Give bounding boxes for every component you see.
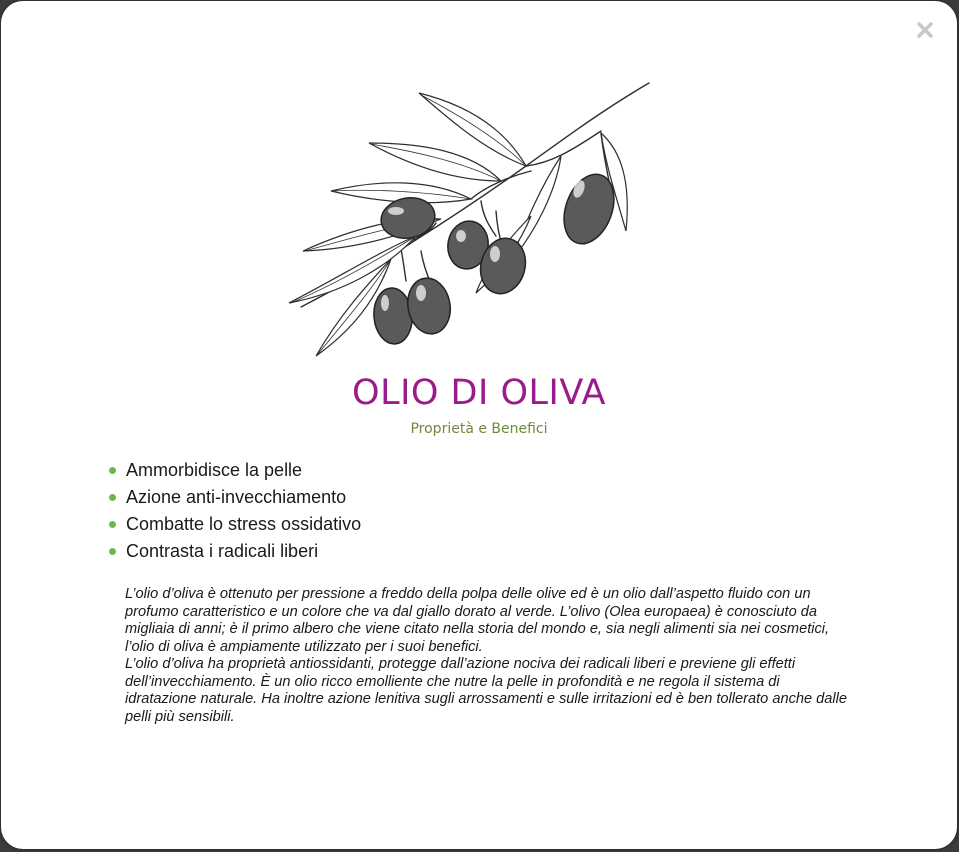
product-description	[125, 586, 855, 726]
close-button[interactable]	[914, 19, 936, 41]
bullet-dot	[109, 494, 116, 501]
bullet-dot	[109, 521, 116, 528]
close-icon[interactable]	[917, 22, 933, 38]
list-item	[109, 538, 361, 565]
product-subtitle: Proprietà e Benefici	[410, 421, 548, 437]
benefit-text: Azione anti-invecchiamento	[126, 487, 347, 507]
bullet-dot	[109, 548, 116, 555]
olive-branch-illustration	[271, 71, 671, 381]
benefits-list	[109, 457, 361, 565]
bullet-dot	[109, 467, 116, 474]
benefit-text: Combatte lo stress ossidativo	[126, 514, 362, 534]
benefit-text: Ammorbidisce la pelle	[126, 460, 303, 480]
list-item	[109, 457, 361, 484]
product-info-modal	[1, 1, 957, 849]
product-title: OLIO DI OLIVA	[352, 373, 606, 413]
benefit-text: Contrasta i radicali liberi	[126, 541, 319, 561]
description-paragraph: L’olio d’oliva ha proprietà antiossidanti, protegge dall’azione nociva dei radicali liberi e previene gli effetti dell’invecchiamento. È un olio ricco emolliente che nutre la pelle in profondità e ne regola il sistema di idratazione naturale. Ha inoltre azione lenitiva sugli arrossamenti e sulle irritazioni ed è ben tollerato anche dalle pelli più sensibili.	[125, 656, 847, 725]
description-paragraph: L’olio d’oliva è ottenuto per pressione a freddo della polpa delle olive ed è un olio dall’aspetto fluido con un profumo caratteristico e un colore che va dal giallo dorato al verde. L’olivo (Olea europaea) è conosciuto da migliaia di anni; è il primo albero che viene citato nella storia del mondo e, sia negli alimenti sia nei cosmetici, l’olio di oliva è ampiamente utilizzato per i suoi benefici.	[125, 586, 830, 655]
list-item	[109, 511, 361, 538]
list-item	[109, 484, 361, 511]
